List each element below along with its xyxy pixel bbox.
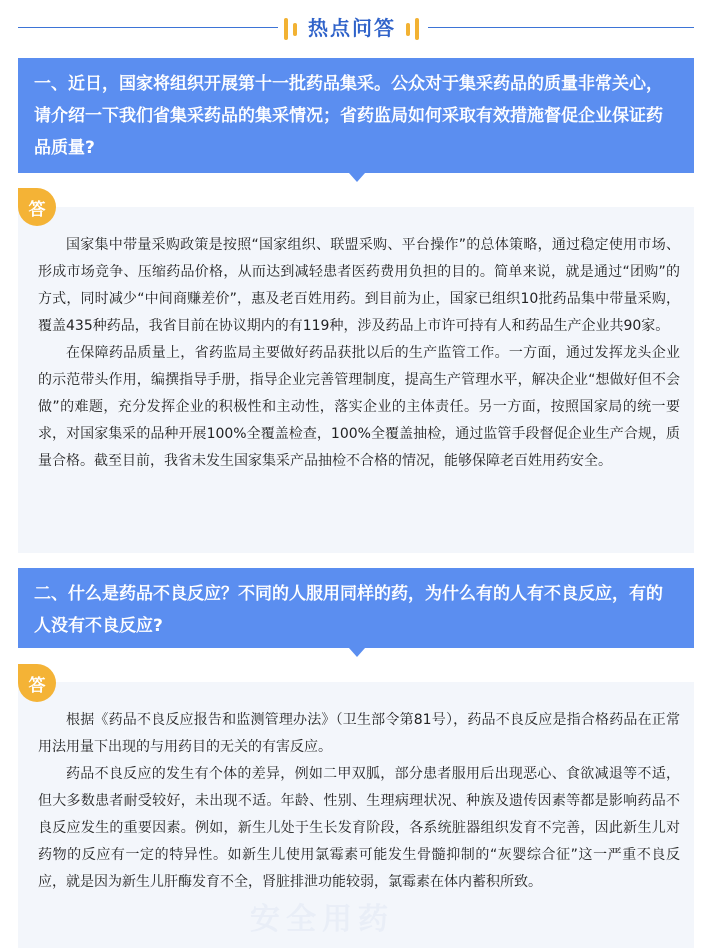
watermark: 安全用药 (250, 902, 394, 937)
question-box-2: 二、什么是药品不良反应？不同的人服用同样的药，为什么有的人有不良反应，有的人没有不良反应? (18, 568, 694, 648)
section-title: 热点问答 (308, 16, 396, 40)
answer-badge-1: 答 (18, 188, 56, 226)
header-decoration-left-icon (284, 18, 300, 40)
answer-1-paragraph-2: 在保障药品质量上，省药监局主要做好药品获批以后的生产监管工作。一方面，通过发挥龙头企业的示范带头作用，编撰指导手册，指导企业完善管理制度，提高生产管理水平，解决企业“想做好但不会做”的难题，充分发挥企业的积极性和主动性，落实企业的主体责任。另一方面，按照国家局的统一要求，对国家集采的品种开展100%全覆盖检查，100%全覆盖抽检，通过监管手段督促企业生产合规，质量合格。截至目前，我省未发生国家集采产品抽检不合格的情况，能够保障老百姓用药安全。 (38, 345, 680, 469)
answer-box-2 (18, 682, 694, 948)
answer-2-paragraph-2: 药品不良反应的发生有个体的差异，例如二甲双胍，部分患者服用后出现恶心、食欲减退等不适，但大多数患者耐受较好，未出现不适。年龄、性别、生理病理状况、种族及遗传因素等都是影响药品不良反应发生的重要因素。例如，新生儿处于生长发育阶段，各系统脏器组织发育不完善，因此新生儿对药物的反应有一定的特异性。如新生儿使用氯霉素可能发生骨髓抑制的“灰婴综合征”这一严重不良反应，就是因为新生儿肝酶发育不全，肾脏排泄功能较弱，氯霉素在体内蓄积所致。 (38, 766, 680, 890)
answer-2-paragraph-1: 根据《药品不良反应报告和监测管理办法》（卫生部令第81号），药品不良反应是指合格药品在正常用法用量下出现的与用药目的无关的有害反应。 (38, 712, 680, 755)
question-box-1: 一、近日，国家将组织开展第十一批药品集采。公众对于集采药品的质量非常关心，请介绍一下我们省集采药品的集采情况；省药监局如何采取有效措施督促企业保证药品质量? (18, 58, 694, 173)
answer-box-1 (18, 207, 694, 553)
header-decoration-right-icon (406, 18, 422, 40)
section-header (0, 0, 703, 52)
header-divider-right (428, 27, 694, 28)
answer-badge-2: 答 (18, 664, 56, 702)
answer-1-paragraph-1: 国家集中带量采购政策是按照“国家组织、联盟采购、平台操作”的总体策略，通过稳定使用市场、形成市场竞争、压缩药品价格，从而达到减轻患者医药费用负担的目的。简单来说，就是通过“团购”的方式，同时减少“中间商赚差价”，惠及老百姓用药。到目前为止，国家已组织10批药品集中带量采购，覆盖435种药品，我省目前在协议期内的有119种，涉及药品上市许可持有人和药品生产企业共90家。 (38, 237, 680, 334)
header-divider-left (18, 27, 278, 28)
